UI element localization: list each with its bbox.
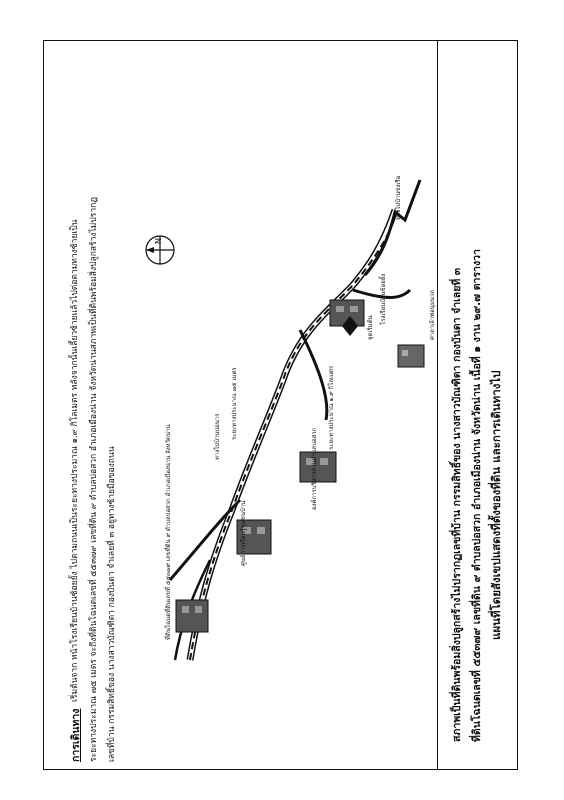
office-building-icon (300, 452, 336, 482)
temple-building-icon (398, 345, 424, 367)
label-school: โรงเรียนบ้านซ้อยยั้ง (380, 273, 387, 325)
parcel-subtitle: ที่ดินโฉนดเลขที่ ๕๕๓๗๙ เลขที่ดิน ๙ ตำบลบ่อสวก อำเภอเมืองน่าน จังหวัดน่าน เนื้อที่ ๑ งาน ๒๙.๗ ตารางวา (471, 249, 483, 742)
parcel-building-icon (176, 600, 208, 632)
label-market: ศูนย์การเรียนรู้ชุมชนบ้าน (240, 500, 247, 566)
directions-heading: การเดินทาง (70, 708, 82, 762)
parcel-description: สภาพเป็นที่ดินพร้อมสิ่งปลูกสร้างไม่ปรากฏเลขที่บ้าน กรรมสิทธิ์ของ นางสาวบัณฑิตา กองบันดา จำเลยที่ ๓ (451, 267, 463, 742)
directions-line-2: ระยะทางประมาณ ๗๕ เมตร จะถึงที่ดินโฉนดเลขที่ ๕๕๓๗๙ เลขที่ดิน ๙ ตำบลบ่อสวก อำเภอเมืองน่าน จังหวัดน่านสภาพเป็นที่ดินพร้อมสิ่งปลูกสร้างไม่ปรากฏ (89, 197, 99, 762)
label-distance-long: ระยะทางประมาณ ๑.๙ กิโลเมตร (328, 365, 335, 450)
directions-line-1: เริ่มต้นจาก หน้าโรงเรียนบ้านซ้อยยั้ง ไปตามถนนเป็นระยะทางประมาณ ๑.๙ กิโลเมตร หลังจากนั้นเลี้ยวซ้ายแล้วไปต่อตามทางซ้ายเป็น (70, 219, 80, 702)
label-road-right: ทางไปบ้านซ่งเรือ (395, 175, 402, 220)
label-distance-short: ระยะทางประมาณ ๗๕ เมตร (231, 367, 238, 440)
label-road-mid: ทางไปบ้านบ่อนาร (214, 413, 221, 460)
document-title: แผนที่โดยสังเขปแสดงที่ตั้งของที่ดิน และการเดินทางไป (489, 370, 503, 640)
label-start: จุดเริ่มต้น (367, 315, 374, 340)
label-temple: ศาลาเจ้าพ่อนุ่มนวล (429, 290, 436, 340)
directions-line-3: เลขที่บ้าน กรรมสิทธิ์ของ นางสาวบัณฑิตา กองบันดา จำเลยที่ ๓ อยู่ทางซ้ายมือของถนน (107, 446, 117, 762)
label-parcel: ที่ดินโฉนดที่ดินเลขที่ ๕๕๓๗๙ เลขที่ดิน ๙ ตำบลบ่อสวก อำเภอเมืองน่าน จังหวัดน่าน (165, 424, 172, 640)
label-office: องค์การบริหารส่วนตำบลบ่อสวก (311, 427, 318, 510)
compass-label: N (154, 238, 163, 244)
